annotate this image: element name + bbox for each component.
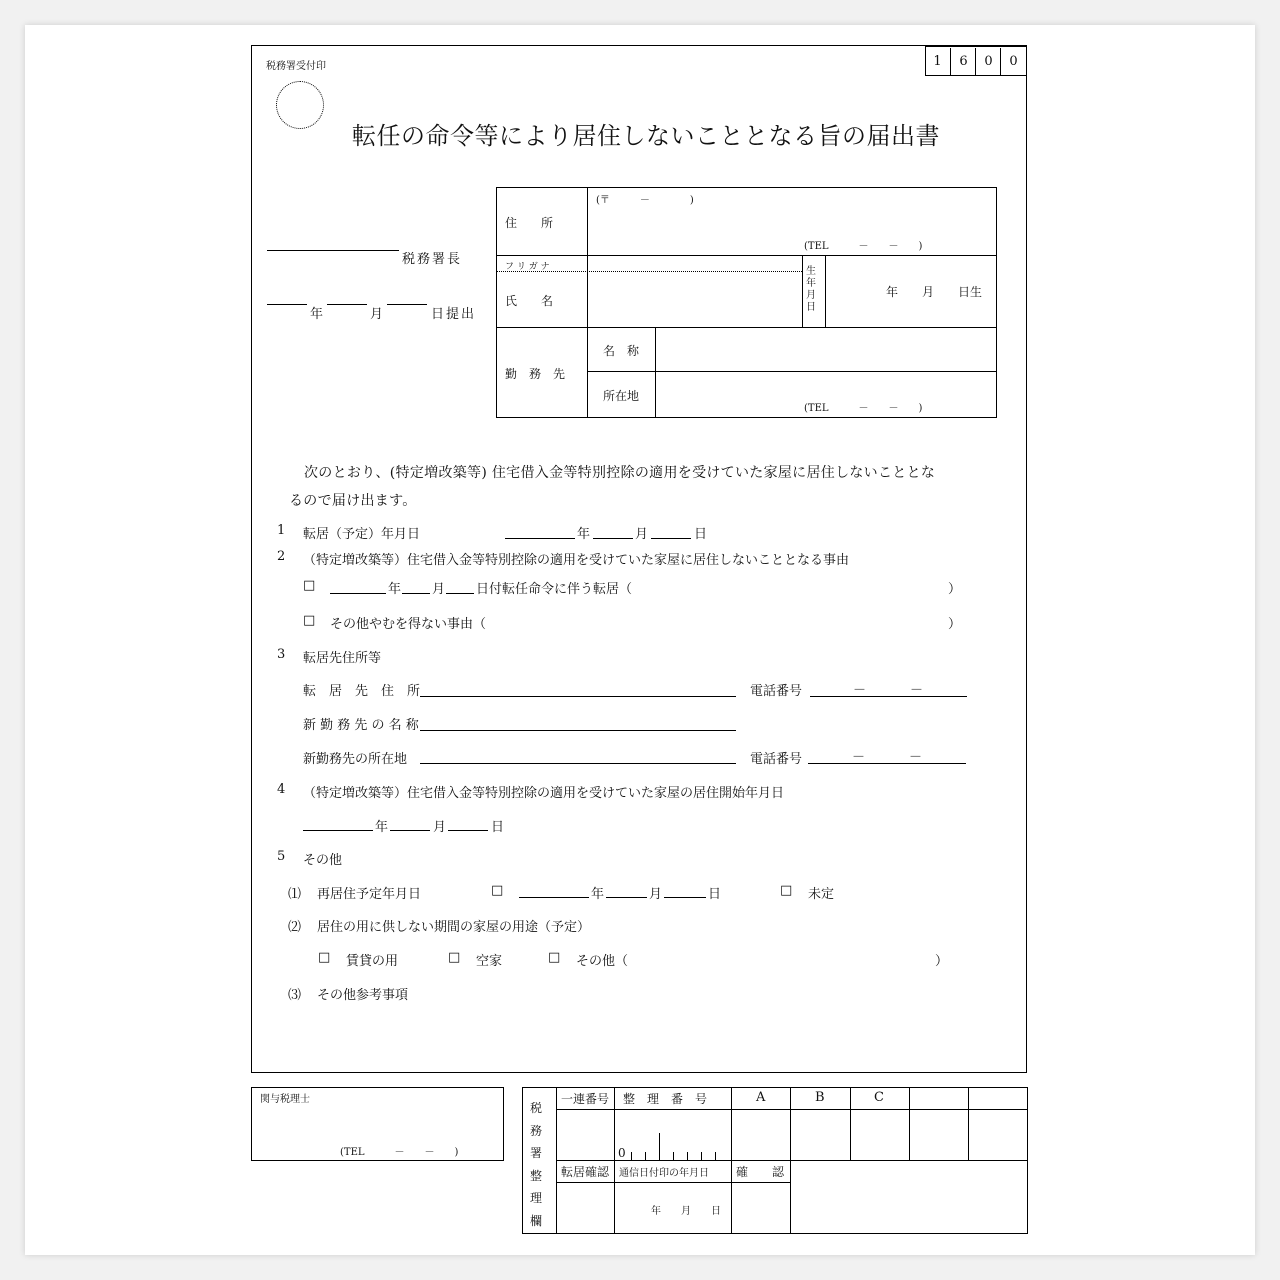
digit-tick bbox=[687, 1152, 688, 1160]
reside-year-blank[interactable] bbox=[519, 897, 589, 898]
move-confirm-label: 転居確認 bbox=[561, 1165, 610, 1179]
col-a-label: A bbox=[756, 1090, 766, 1105]
year-label: 年 bbox=[577, 527, 591, 542]
workplace-label: 勤 務 先 bbox=[505, 367, 566, 381]
table-divider bbox=[655, 327, 656, 418]
month-label: 月 bbox=[433, 820, 447, 835]
reference-number-label: 整 理 番 号 bbox=[623, 1092, 708, 1106]
item1-label: 転居（予定）年月日 bbox=[303, 527, 421, 542]
move-day-blank[interactable] bbox=[651, 538, 691, 539]
checkbox-rental[interactable]: □ bbox=[318, 950, 331, 965]
tax-accountant-tel[interactable]: (TEL － － ) bbox=[340, 1147, 459, 1158]
phone-label: 電話番号 bbox=[750, 684, 803, 699]
reference-number-zero: 0 bbox=[618, 1146, 626, 1160]
other-use-label: その他（ bbox=[576, 954, 629, 969]
close-paren: ） bbox=[948, 582, 962, 597]
checkbox-vacant[interactable]: □ bbox=[448, 950, 461, 965]
digit-tick bbox=[631, 1152, 632, 1160]
transfer-year-blank[interactable] bbox=[330, 593, 386, 594]
submit-month-blank[interactable] bbox=[327, 304, 367, 305]
form-code-digit: 0 bbox=[1000, 48, 1026, 75]
digit-tick bbox=[715, 1152, 716, 1160]
workplace-location-label: 所在地 bbox=[603, 389, 640, 403]
sub2-number: ⑵ bbox=[288, 920, 302, 935]
reside-month-blank[interactable] bbox=[606, 897, 647, 898]
month-label: 月 bbox=[649, 887, 663, 902]
year-label: 年 bbox=[375, 820, 389, 835]
stamp-label: 税務署受付印 bbox=[266, 61, 326, 72]
office-divider bbox=[850, 1087, 851, 1160]
birth-label bbox=[806, 266, 816, 314]
office-divider bbox=[731, 1087, 732, 1234]
day-label: 日 bbox=[491, 820, 505, 835]
item2-label: （特定増改築等）住宅借入金等特別控除の適用を受けていた家屋に居住しないこととなる事由 bbox=[303, 553, 850, 568]
transfer-day-blank[interactable] bbox=[446, 593, 474, 594]
office-divider bbox=[909, 1087, 910, 1160]
move-year-blank[interactable] bbox=[505, 538, 575, 539]
comm-date-field[interactable]: 年 月 日 bbox=[651, 1206, 721, 1217]
sub3-number: ⑶ bbox=[288, 988, 302, 1003]
name-label: 氏 名 bbox=[505, 294, 554, 308]
new-workplace-name-label: 新 勤 務 先 の 名 称 bbox=[303, 718, 419, 733]
day-label: 日 bbox=[708, 887, 722, 902]
table-divider bbox=[587, 187, 588, 418]
office-label-char: 理 bbox=[530, 1191, 543, 1205]
page-title: 転任の命令等により居住しないこととなる旨の届出書 bbox=[352, 122, 940, 150]
checkbox-undecided[interactable]: □ bbox=[780, 883, 793, 898]
checkbox-other-reason[interactable]: □ bbox=[303, 613, 316, 628]
submit-month-label: 月 bbox=[370, 307, 384, 322]
residence-start-day-blank[interactable] bbox=[448, 830, 488, 831]
close-paren: ） bbox=[935, 954, 949, 969]
item5-label: その他 bbox=[303, 853, 343, 868]
item2-number: 2 bbox=[277, 549, 286, 564]
office-label-char: 整 bbox=[530, 1168, 543, 1183]
checkbox-transfer[interactable]: □ bbox=[303, 578, 316, 593]
other-reason-text: その他やむを得ない事由（ bbox=[330, 617, 487, 632]
rental-label: 賃貸の用 bbox=[346, 954, 399, 969]
postal-code-field[interactable]: (〒 － ) bbox=[596, 195, 694, 206]
table-divider bbox=[802, 255, 803, 327]
birth-label-char: 日 bbox=[806, 302, 816, 313]
checkbox-reside-date[interactable]: □ bbox=[491, 883, 504, 898]
checkbox-other-use[interactable]: □ bbox=[548, 950, 561, 965]
form-code-digit: 0 bbox=[975, 48, 1001, 75]
office-section-label bbox=[530, 1097, 542, 1232]
workplace-tel-field[interactable]: (TEL － － ) bbox=[804, 403, 923, 414]
sub1-label: 再居住予定年月日 bbox=[317, 887, 422, 902]
new-workplace-location-label: 新勤務先の所在地 bbox=[303, 752, 408, 767]
new-address-label: 転 居 先 住 所 bbox=[303, 684, 421, 699]
submit-day-blank[interactable] bbox=[387, 304, 427, 305]
dash: － bbox=[909, 750, 923, 765]
office-divider bbox=[556, 1182, 790, 1183]
office-divider bbox=[556, 1160, 1028, 1161]
move-month-blank[interactable] bbox=[593, 538, 633, 539]
residence-start-year-blank[interactable] bbox=[303, 830, 373, 831]
intro-text-line1: 次のとおり、(特定増改築等) 住宅借入金等特別控除の適用を受けていた家屋に居住しないこととな bbox=[304, 465, 936, 481]
item4-label: （特定増改築等）住宅借入金等特別控除の適用を受けていた家屋の居住開始年月日 bbox=[303, 786, 785, 801]
dash: － bbox=[852, 750, 866, 765]
reception-stamp-circle bbox=[276, 81, 324, 129]
col-c-label: C bbox=[874, 1090, 884, 1105]
item3-label: 転居先住所等 bbox=[303, 651, 382, 666]
phone-label: 電話番号 bbox=[750, 752, 803, 767]
residence-start-month-blank[interactable] bbox=[390, 830, 430, 831]
dash: － bbox=[853, 683, 867, 698]
new-workplace-name-blank[interactable] bbox=[420, 730, 736, 731]
birth-label-char: 生 bbox=[806, 266, 816, 277]
undecided-label: 未定 bbox=[808, 887, 835, 902]
address-tel-field[interactable]: (TEL － － ) bbox=[804, 241, 923, 252]
month-label: 月 bbox=[432, 582, 446, 597]
item4-number: 4 bbox=[277, 782, 286, 797]
table-divider bbox=[496, 327, 997, 328]
form-code-digit: 1 bbox=[933, 54, 942, 69]
digit-tick bbox=[701, 1152, 702, 1160]
new-workplace-phone-blank[interactable] bbox=[808, 763, 966, 764]
address-label: 住 所 bbox=[505, 216, 554, 230]
transfer-month-blank[interactable] bbox=[402, 593, 430, 594]
new-address-phone-blank[interactable] bbox=[810, 696, 967, 697]
dash: － bbox=[910, 683, 924, 698]
reside-day-blank[interactable] bbox=[664, 897, 706, 898]
office-label-char: 署 bbox=[530, 1146, 543, 1160]
comm-date-label: 通信日付印の年月日 bbox=[619, 1168, 709, 1179]
tax-office-suffix: 税務署長 bbox=[402, 252, 463, 267]
sub1-number: ⑴ bbox=[288, 887, 302, 902]
digit-tick bbox=[659, 1133, 660, 1160]
office-label-char: 税 bbox=[530, 1101, 543, 1115]
submit-year-label: 年 bbox=[310, 307, 324, 322]
item5-number: 5 bbox=[277, 849, 286, 864]
year-label: 年 bbox=[388, 582, 402, 597]
birth-label-char: 月 bbox=[806, 290, 816, 301]
close-paren: ） bbox=[948, 617, 962, 632]
table-divider bbox=[825, 255, 826, 327]
office-divider bbox=[614, 1087, 615, 1234]
new-address-blank[interactable] bbox=[420, 696, 736, 697]
submit-day-label: 日提出 bbox=[431, 307, 477, 322]
digit-tick bbox=[645, 1152, 646, 1160]
intro-text-line2: るので届け出ます。 bbox=[289, 493, 417, 509]
col-b-label: B bbox=[815, 1090, 825, 1105]
office-label-char: 務 bbox=[530, 1123, 543, 1138]
form-code-digit: 6 bbox=[950, 48, 976, 75]
tax-office-blank[interactable] bbox=[267, 250, 399, 251]
table-divider bbox=[496, 255, 997, 256]
vacant-label: 空家 bbox=[476, 954, 503, 969]
digit-tick bbox=[673, 1152, 674, 1160]
month-label: 月 bbox=[635, 527, 649, 542]
new-workplace-location-blank[interactable] bbox=[420, 763, 736, 764]
year-label: 年 bbox=[591, 887, 605, 902]
confirm-label: 確 認 bbox=[736, 1165, 785, 1179]
day-label: 日 bbox=[694, 527, 708, 542]
office-label-char: 欄 bbox=[530, 1213, 543, 1228]
sub2-label: 居住の用に供しない期間の家屋の用途（予定） bbox=[317, 920, 591, 935]
workplace-name-label: 名 称 bbox=[603, 344, 640, 358]
transfer-reason-text: 日付転任命令に伴う転居（ bbox=[476, 582, 633, 597]
furigana-label: フ リ ガ ナ bbox=[505, 262, 550, 272]
table-divider bbox=[587, 371, 997, 372]
serial-number-label: 一連番号 bbox=[561, 1092, 610, 1106]
office-divider bbox=[968, 1087, 969, 1160]
tax-accountant-label: 関与税理士 bbox=[260, 1094, 310, 1105]
item1-number: 1 bbox=[277, 523, 286, 538]
item3-number: 3 bbox=[277, 647, 286, 662]
applicant-table bbox=[496, 187, 997, 418]
office-divider bbox=[790, 1087, 791, 1234]
office-divider bbox=[556, 1109, 1028, 1110]
birth-label-char: 年 bbox=[806, 278, 816, 289]
sub3-label: その他参考事項 bbox=[317, 988, 409, 1003]
submit-year-blank[interactable] bbox=[267, 304, 307, 305]
birth-date-field[interactable]: 年 月 日生 bbox=[886, 285, 983, 299]
